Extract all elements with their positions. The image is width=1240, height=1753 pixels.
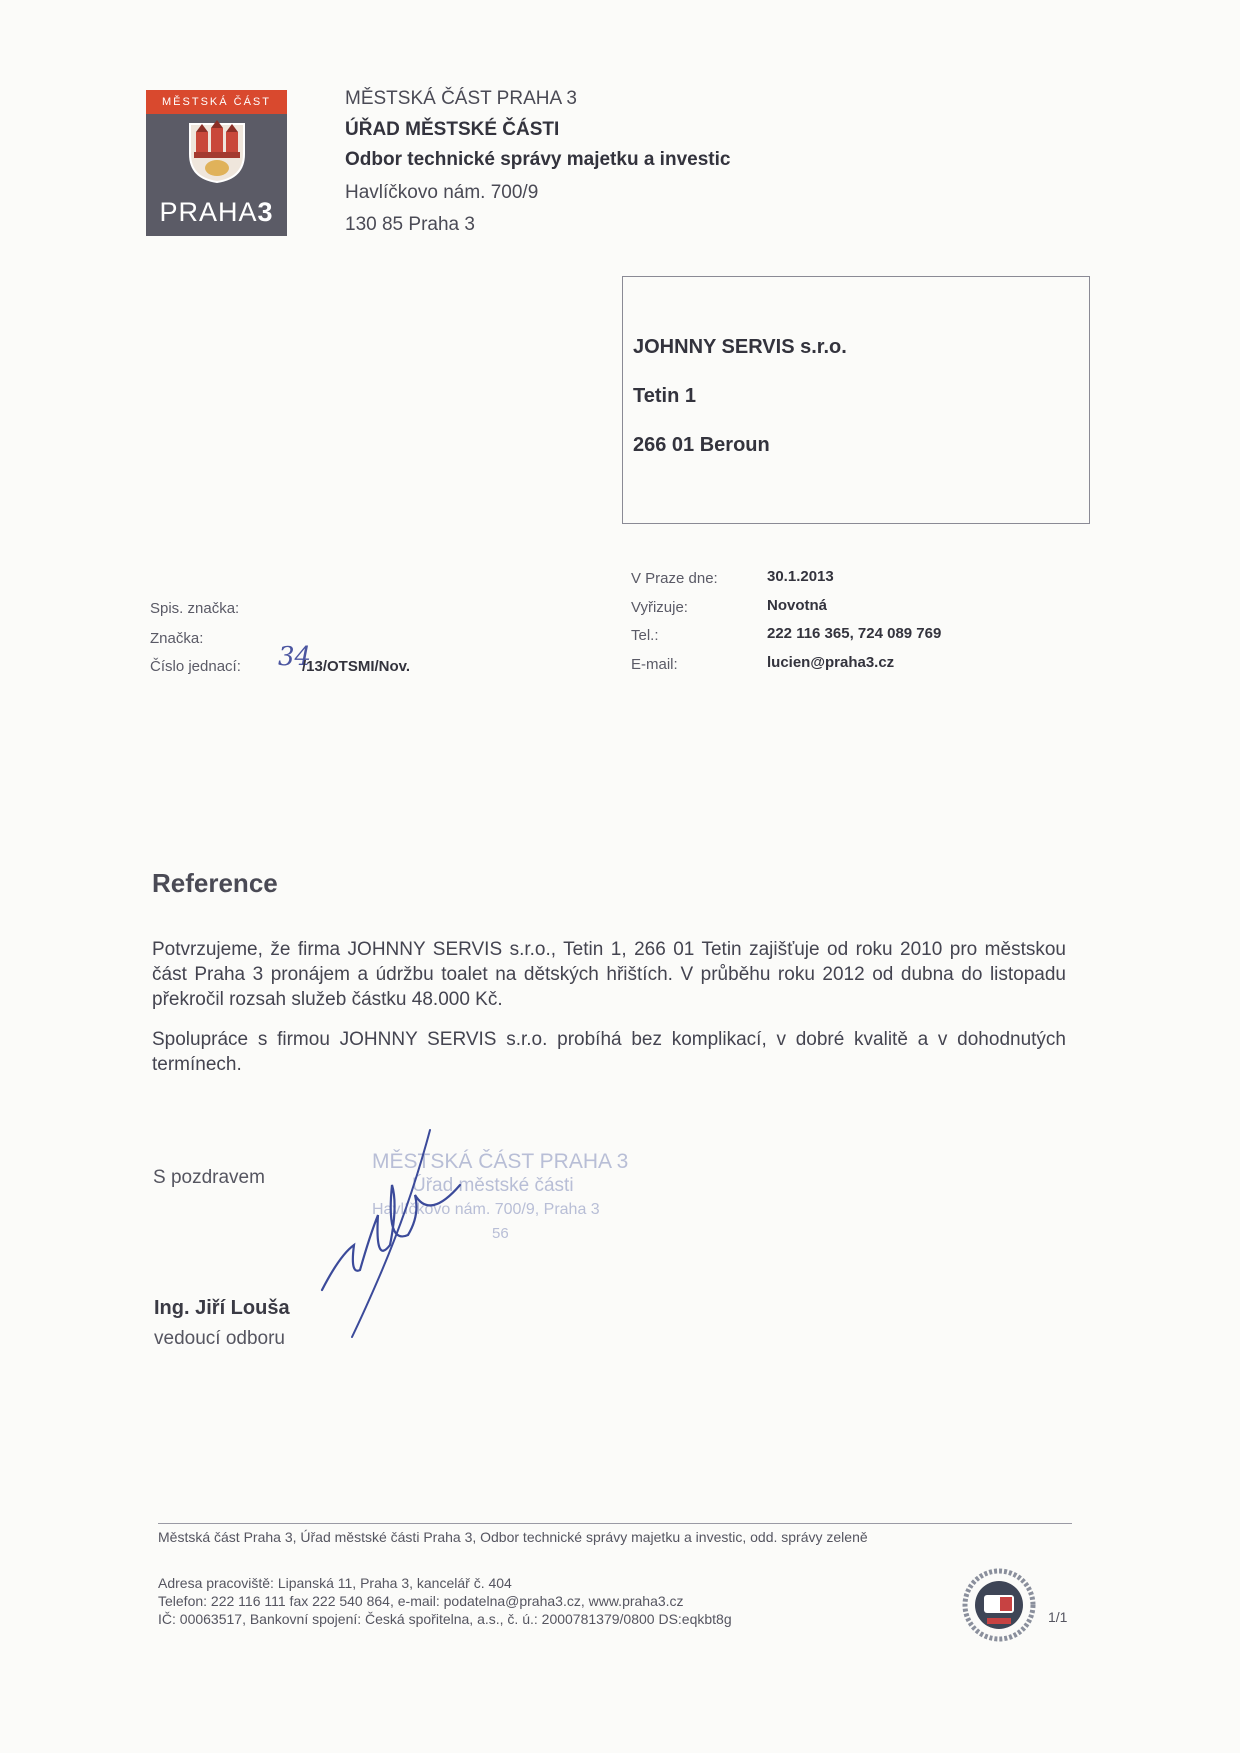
recipient-city: 266 01 Beroun [633,434,770,456]
header-office: ÚŘAD MĚSTSKÉ ČÁSTI [345,119,560,140]
header-street: Havlíčkovo nám. 700/9 [345,182,539,203]
stamp-line-2: Úřad městské části [412,1175,574,1196]
cislo-jednaci-label: Číslo jednací: [150,658,241,675]
footer-line-4: IČ: 00063517, Bankovní spojení: Česká spořitelna, a.s., č. ú.: 2000781379/0800 DS:eqkbt8g [158,1611,732,1627]
email-value: lucien@praha3.cz [767,654,895,671]
stamp-line-1: MĚSTSKÁ ČÁST PRAHA 3 [372,1150,629,1173]
signature-icon [320,1125,510,1340]
handler-label: Vyřizuje: [631,599,688,616]
date-label: V Praze dne: [631,570,718,587]
spis-znacka-label: Spis. značka: [150,600,240,617]
logo-band: MĚSTSKÁ ČÁST [146,90,287,114]
recipient-name: JOHNNY SERVIS s.r.o. [633,336,847,358]
tel-label: Tel.: [631,627,659,644]
header-department: Odbor technické správy majetku a investic [345,149,731,170]
footer-divider [158,1523,1072,1524]
signatory-name: Ing. Jiří Louša [154,1297,290,1319]
stamp-line-4: 56 [492,1225,509,1242]
greeting: S pozdravem [153,1167,265,1188]
body-paragraph-2: Spolupráce s firmou JOHNNY SERVIS s.r.o. probíhá bez komplikací, v dobré kvalitě a v dohodnutých termínech. [152,1029,1066,1075]
header-municipality: MĚSTSKÁ ČÁST PRAHA 3 [345,88,577,109]
stamp-line-3: Havlíčkovo nám. 700/9, Praha 3 [372,1201,600,1218]
date-value: 30.1.2013 [767,568,834,585]
recipient-street: Tetin 1 [633,385,696,407]
tel-value: 222 116 365, 724 089 769 [767,625,942,642]
letter-title: Reference [152,868,278,898]
footer-line-3: Telefon: 222 116 111 fax 222 540 864, e-mail: podatelna@praha3.cz, www.praha3.cz [158,1593,684,1609]
coat-of-arms-icon [188,118,246,184]
logo-name: PRAHA3 [159,197,274,227]
body-paragraph-1: Potvrzujeme, že firma JOHNNY SERVIS s.r.o., Tetin 1, 266 01 Tetin zajišťuje od roku 2010 pro městskou část Praha 3 pronájem a údržbu toalet na dětských hřištích. V průběhu roku 2012 od dubna do listopadu překročil rozsah služeb částku 48.000 Kč. [152,939,1066,1010]
footer-line-1: Městská část Praha 3, Úřad městské části Praha 3, Odbor technické správy majetku a investic, odd. správy zeleně [158,1529,868,1545]
footer-line-2: Adresa pracoviště: Lipanská 11, Praha 3, kancelář č. 404 [158,1575,512,1591]
page-number: 1/1 [1048,1609,1068,1625]
cislo-jednaci-handwritten: 34 [278,642,312,672]
cislo-jednaci-value: /13/OTSMI/Nov. [302,658,411,675]
handler-value: Novotná [767,597,827,614]
znacka-label: Značka: [150,630,204,647]
header-city: 130 85 Praha 3 [345,214,475,235]
email-label: E-mail: [631,656,678,673]
praha3-logo [146,90,287,236]
signatory-role: vedoucí odboru [154,1328,285,1349]
certification-badge-icon [962,1568,1036,1642]
